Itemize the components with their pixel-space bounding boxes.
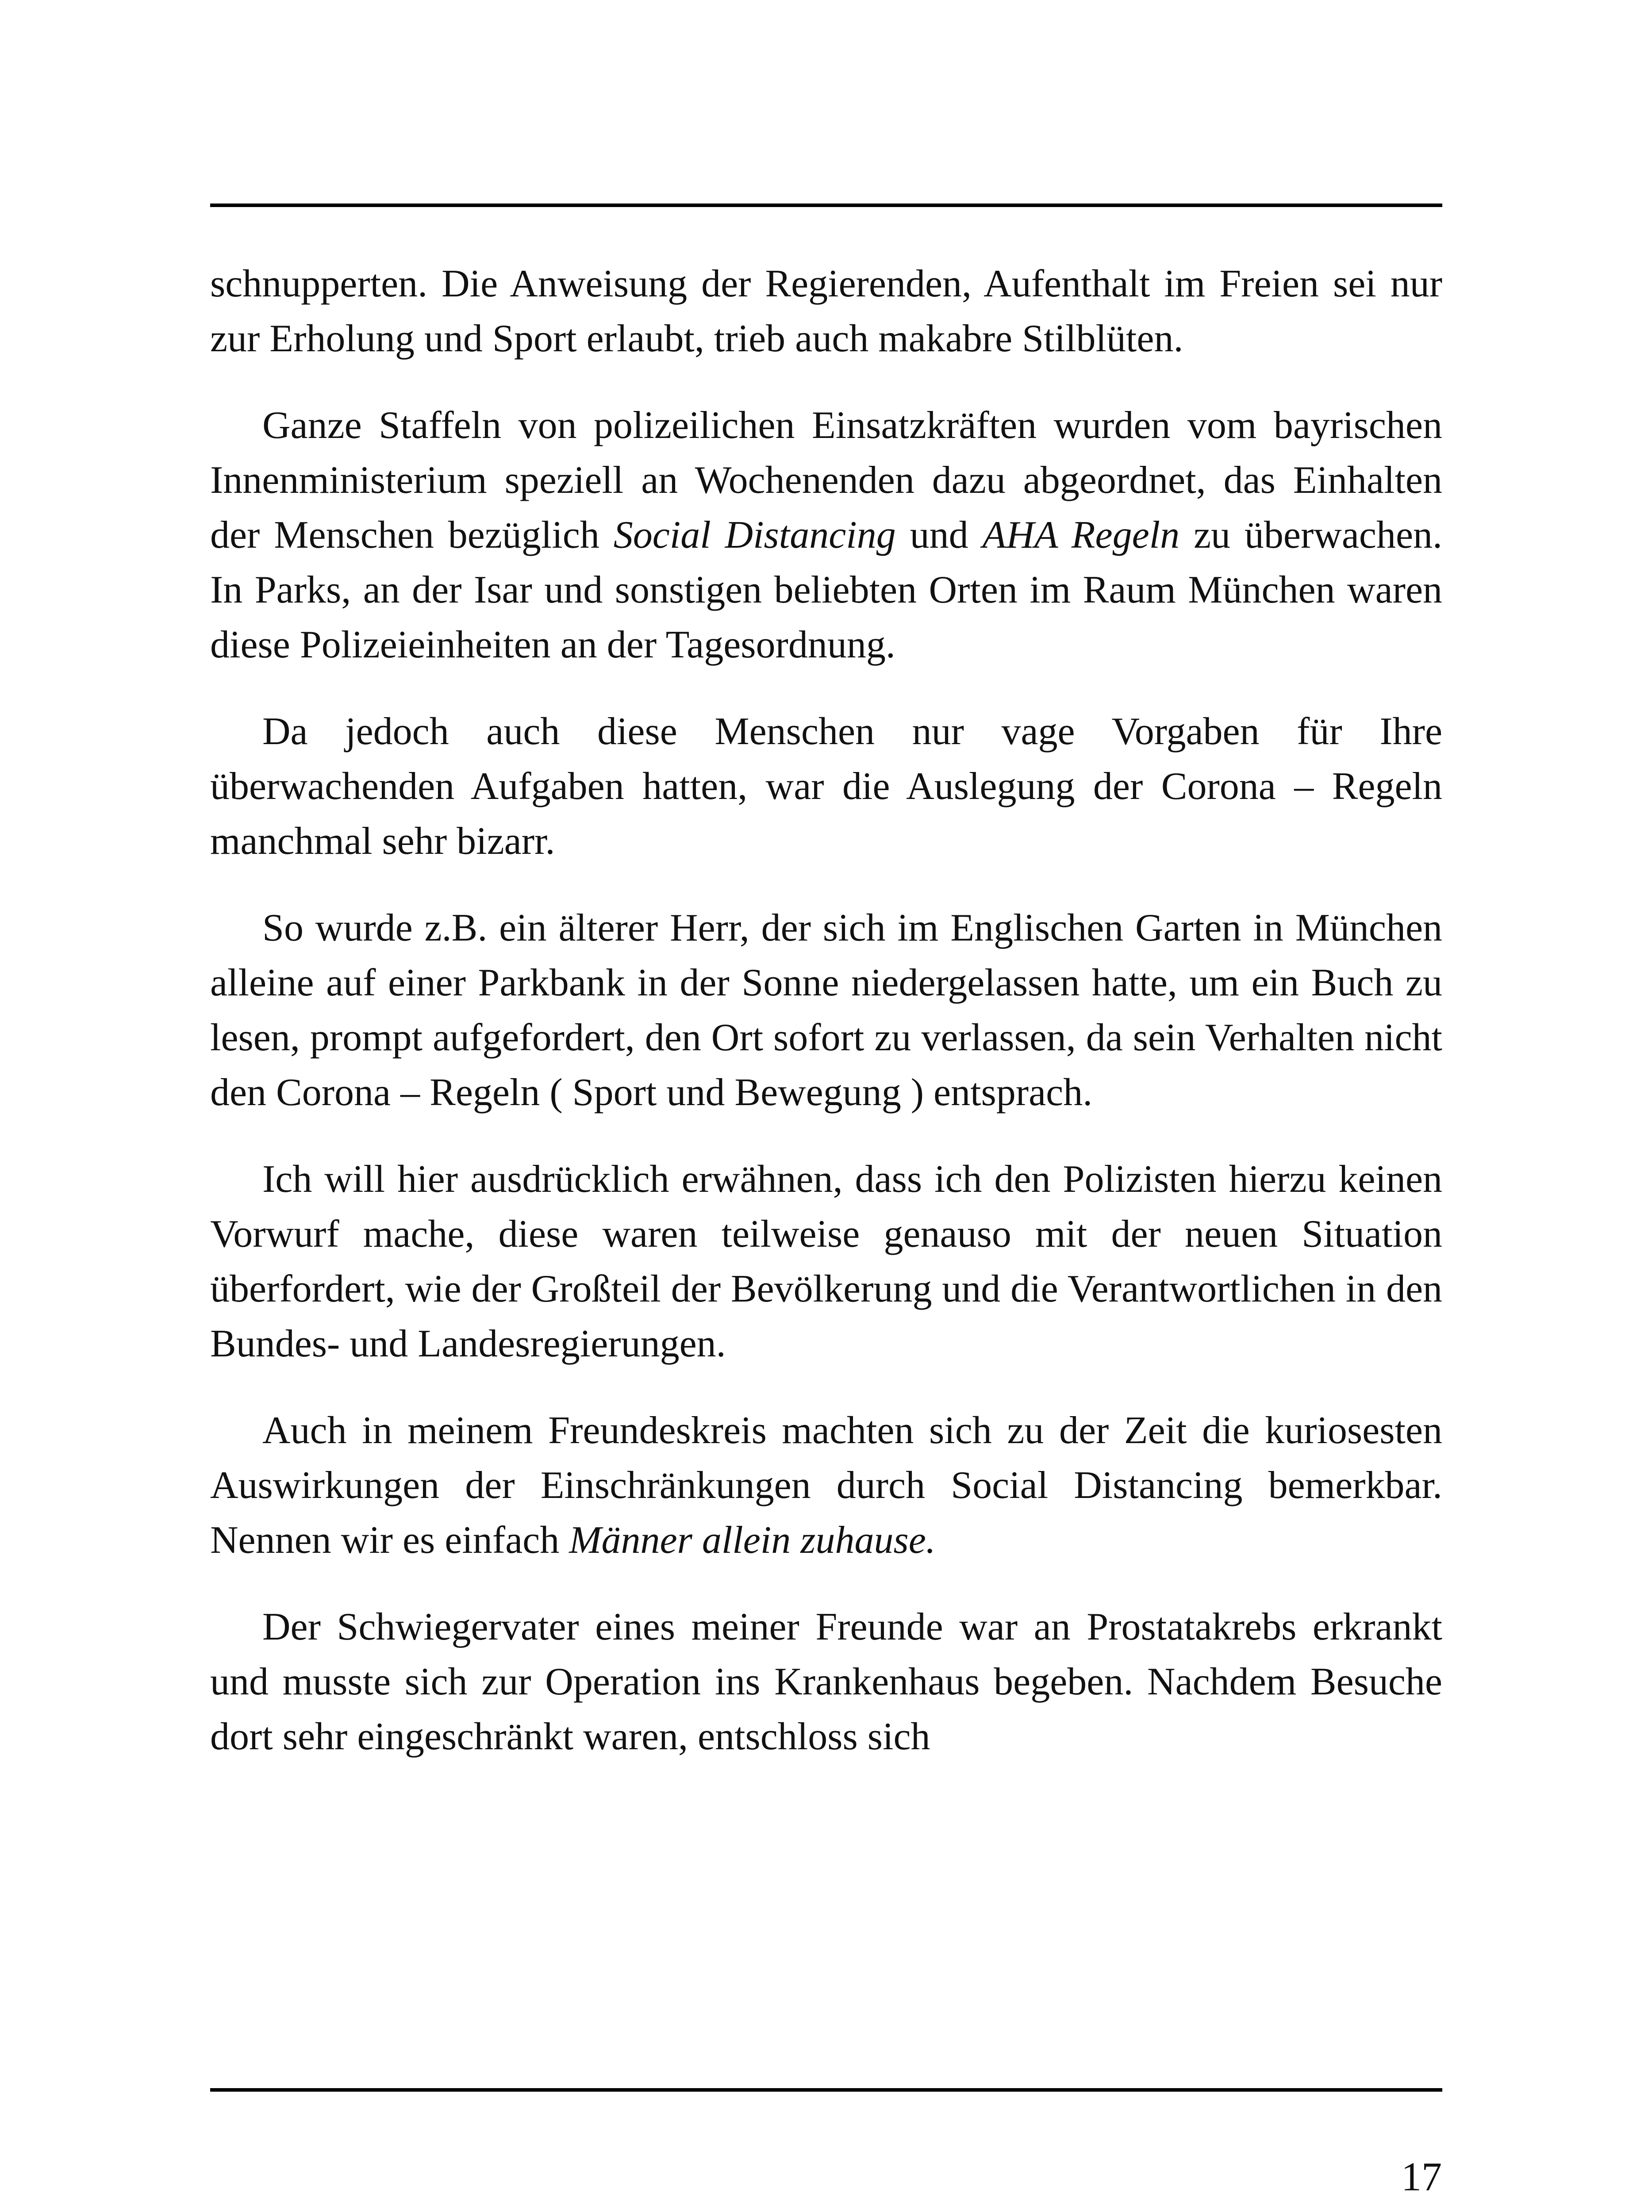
paragraph-text: Der Schwiegervater eines meiner Freunde war an Prostatakrebs erkrankt und musste sich zur Operation ins Krankenhaus begeben. Nachdem Besuche dort sehr eingeschränkt waren, entschloss sich (210, 1605, 1442, 1758)
paragraph-5 (210, 1152, 1442, 1371)
page-number: 17 (1401, 2154, 1442, 2199)
paragraph-6 (210, 1403, 1442, 1568)
italic-term-social-distancing: Social Distancing (613, 514, 896, 557)
page-body (210, 257, 1442, 1796)
paragraph-text: So wurde z.B. ein älterer Herr, der sich im Englischen Garten in München alleine auf einer Parkbank in der Sonne niedergelassen hatte, um ein Buch zu lesen, prompt aufgefordert, den Ort sofort zu verlassen, da sein Verhalten nicht den Corona – Regeln ( Sport und Bewegung ) entsprach. (210, 906, 1442, 1114)
paragraph-text: Ganze Staffeln von polizeilichen Einsatzkräften wurden vom bayrischen Innenministerium speziell an Wochenenden dazu abgeordnet, das Einhalten der Menschen bezüglich (210, 404, 1442, 557)
paragraph-2 (210, 398, 1442, 672)
paragraph-3 (210, 704, 1442, 869)
paragraph-text: und (895, 514, 983, 557)
paragraph-4 (210, 901, 1442, 1120)
paragraph-text: Auch in meinem Freundeskreis machten sich zu der Zeit die kuriosesten Auswirkungen der Einschränkungen durch Social Distancing bemerkbar. Nennen wir es einfach (210, 1409, 1442, 1562)
footer-rule (210, 2088, 1442, 2092)
paragraph-text: Ich will hier ausdrücklich erwähnen, dass ich den Polizisten hierzu keinen Vorwurf mache, diese waren teilweise genauso mit der neuen Situation überfordert, wie der Großteil der Bevölkerung und die Verantwortlichen in den Bundes- und Landesregierungen. (210, 1158, 1442, 1365)
paragraph-1 (210, 257, 1442, 366)
paragraph-text: Da jedoch auch diese Menschen nur vage Vorgaben für Ihre überwachenden Aufgaben hatten, war die Auslegung der Corona – Regeln manchmal sehr bizarr. (210, 710, 1442, 863)
header-rule (210, 204, 1442, 207)
paragraph-text: schnupperten. Die Anweisung der Regierenden, Aufenthalt im Freien sei nur zur Erholung und Sport erlaubt, trieb auch makabre Stilblüten. (210, 262, 1442, 360)
italic-term-aha-regeln: AHA Regeln (982, 514, 1180, 557)
paragraph-7 (210, 1600, 1442, 1764)
italic-phrase: Männer allein zuhause. (569, 1519, 936, 1562)
paragraph-text: zu überwachen. In Parks, an der Isar und sonstigen beliebten Orten im Raum München waren diese Polizeieinheiten an der Tagesordnung. (210, 514, 1442, 666)
